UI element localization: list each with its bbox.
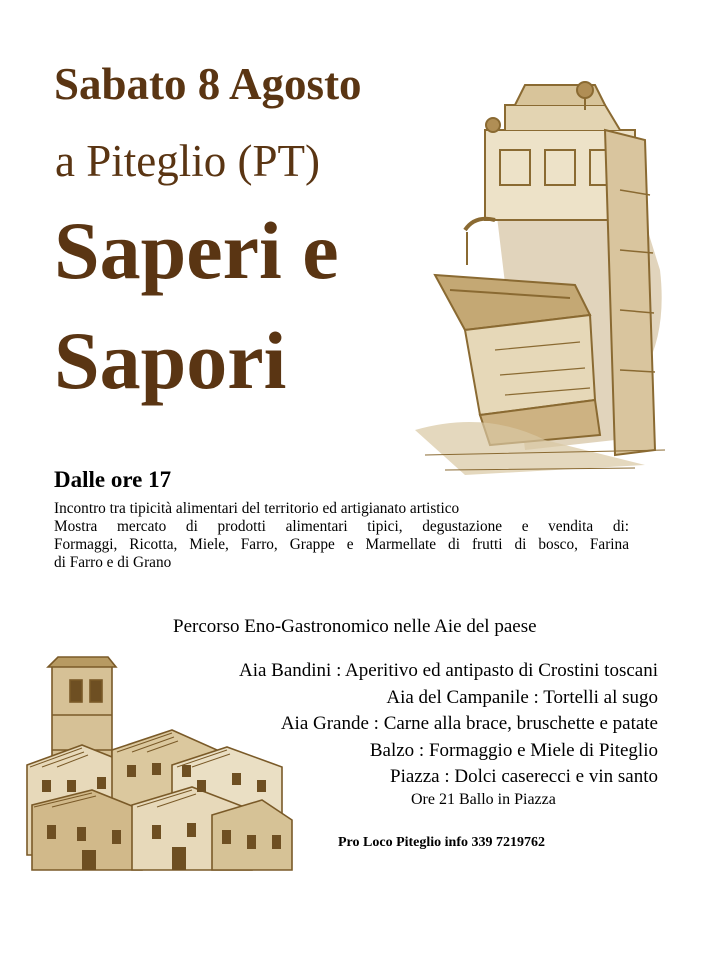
description-line: Incontro tra tipicità alimentari del territorio ed artigianato artistico	[54, 500, 460, 517]
route-stop: Balzo : Formaggio e Miele di Piteglio	[369, 739, 658, 761]
route-stops-list	[239, 658, 658, 791]
event-description	[54, 500, 629, 572]
description-line: Formaggi, Ricotta, Miele, Farro, Grappe e Marmellate di frutti di bosco, Farina	[54, 536, 629, 553]
start-time: Dalle ore 17	[54, 467, 172, 492]
event-date: Sabato 8 Agosto	[54, 59, 362, 109]
description-line: Mostra mercato di prodotti alimentari tipici, degustazione e vendita di:	[54, 518, 629, 535]
route-stop: Aia Bandini : Aperitivo ed antipasto di Crostini toscani	[238, 660, 658, 681]
evening-dance: Ore 21 Ballo in Piazza	[411, 791, 556, 808]
route-heading: Percorso Eno-Gastronomico nelle Aie del paese	[173, 616, 537, 637]
route-stop: Aia Grande : Carne alla brace, bruschette e patate	[280, 713, 658, 734]
fountain-illustration	[405, 70, 675, 480]
event-location: a Piteglio (PT)	[55, 136, 320, 186]
event-title-line2: Sapori	[54, 315, 287, 406]
event-title-line1: Saperi e	[54, 205, 339, 296]
route-stop: Piazza : Dolci caserecci e vin santo	[390, 766, 658, 787]
contact-info: Pro Loco Piteglio info 339 7219762	[338, 835, 545, 850]
route-stop: Aia del Campanile : Tortelli al sugo	[386, 686, 658, 708]
description-line: di Farro e di Grano	[54, 554, 172, 571]
